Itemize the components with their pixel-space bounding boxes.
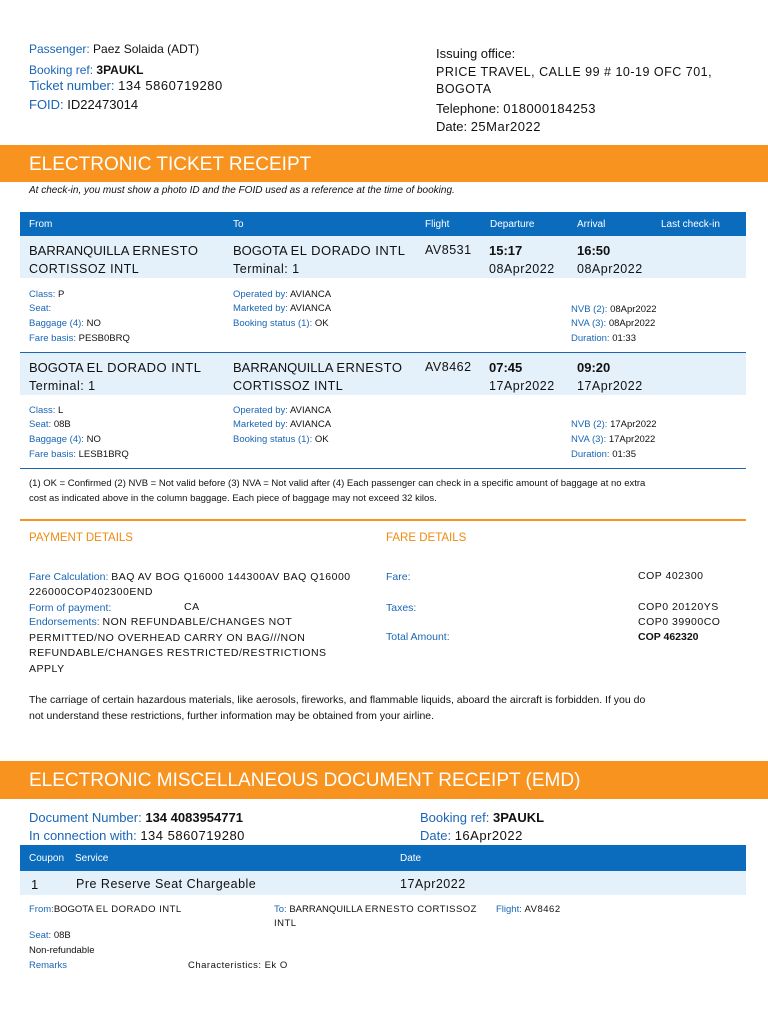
segment-1-nva-label: NVA (3): [571,318,607,329]
hazard-line1: The carriage of certain hazardous materials, like aerosols, fireworks, and flammable liquids, aboard the aircraft is forbidden. If you do [29,694,646,706]
issuing-office-line2: BOGOTA [436,82,492,96]
segment-2-marketed-label: Marketed by: [233,419,288,430]
telephone-row [436,101,596,116]
telephone-label: Telephone: [436,101,500,116]
segment-2-class-value: L [58,405,64,416]
segment-1-flight: AV8531 [425,243,472,257]
emd-remarks-label: Remarks [29,960,68,971]
segment-1-fare-basis [29,333,130,344]
passenger-row [29,42,199,56]
segment-1-marketed [233,303,331,314]
segment-1-from-airport-2: CORTISSOZ INTL [29,262,140,276]
segment-1-seat [29,303,51,314]
segment-1-marketed-value: AVIANCA [290,303,332,314]
booking-ref-value: 3PAUKL [96,63,144,77]
booking-ref-row [29,63,144,77]
emd-coupon-value: 1 [31,877,39,892]
hazard-line2: not understand these restrictions, further information may be obtained from your airline. [29,710,435,722]
passenger-value: Paez Solaida (ADT) [93,42,200,56]
emd-from-airport: EL DORADO INTL [95,904,182,915]
col-departure: Departure [490,219,535,230]
ticket-number-value: 134 5860719280 [118,78,223,93]
emd-seat-value: 08B [53,930,71,941]
segment-2-dep-time: 07:45 [489,360,523,375]
endorsements-line2: PERMITTED/NO OVERHEAD CARRY ON BAG///NON [29,632,306,644]
segment-2-seat [29,419,71,430]
segment-1-nvb-value: 08Apr2022 [610,304,657,315]
ticket-notice: At check-in, you must show a photo ID and the FOID used as a reference at the time of booking. [29,185,455,196]
segment-2-fare-basis [29,449,129,460]
emd-col-coupon: Coupon [29,853,65,864]
itinerary-header [20,212,746,236]
segment-2-duration-label: Duration: [571,449,610,460]
segment-1-nvb-label: NVB (2): [571,304,608,315]
segment-2-from [29,360,201,375]
emd-booking-ref-value: 3PAUKL [493,810,545,825]
segment-2-status-label: Booking status (1): [233,434,313,445]
emd-from-label: From: [29,904,54,915]
form-of-payment-label: Form of payment: [29,602,112,614]
segment-2-operated-value: AVIANCA [290,405,332,416]
segment-2-flight: AV8462 [425,360,472,374]
segment-1-operated-value: AVIANCA [290,289,332,300]
foid-label: FOID: [29,97,64,112]
emd-flight-label: Flight: [496,904,522,915]
segment-2-nvb-value: 17Apr2022 [610,419,657,430]
foid-value: ID22473014 [67,97,139,112]
total-amount-label: Total Amount: [386,631,450,643]
segment-1-marketed-label: Marketed by: [233,303,288,314]
total-amount-value: COP 462320 [638,631,699,643]
emd-from [29,904,182,915]
segment-1-operated-label: Operated by: [233,289,288,300]
foid-row [29,97,138,112]
emd-non-refundable: Non-refundable [29,945,95,956]
segment-2-marketed [233,419,331,430]
col-from: From [29,219,53,230]
emd-doc-number-label: Document Number: [29,810,142,825]
segment-2-nva-value: 17Apr2022 [608,434,656,445]
emd-col-date: Date [400,853,422,864]
fare-value: COP 402300 [638,570,704,582]
segment-2-operated [233,405,331,416]
fare-title: FARE DETAILS [386,532,467,544]
segment-2-from-airport: EL DORADO INTL [86,360,202,375]
footnote-line2: cost as indicated above in the column baggage. Each piece of baggage may not exceed 32 kilos. [29,493,437,504]
segment-2-to [233,360,402,375]
col-flight: Flight [425,219,450,230]
issue-date-row [436,119,541,134]
segment-2-duration [571,449,636,460]
ticket-title: ELECTRONIC TICKET RECEIPT [29,154,312,175]
segment-1-terminal: Terminal: 1 [233,262,300,276]
payment-title: PAYMENT DETAILS [29,532,133,544]
segment-1-fare-basis-value: PESB0BRQ [78,333,130,344]
segment-2-arr-time: 09:20 [577,360,611,375]
segment-2-class-label: Class: [29,405,56,416]
emd-seat [29,930,71,941]
ticket-number-label: Ticket number: [29,78,115,93]
segment-2-fare-basis-label: Fare basis: [29,449,76,460]
fare-label: Fare: [386,571,411,583]
emd-table-header [20,845,746,871]
col-arrival: Arrival [577,219,606,230]
emd-connection-label: In connection with: [29,828,137,843]
footnote-divider [20,468,746,469]
segment-1-to-airport: EL DORADO INTL [290,243,406,258]
segment-1-arr-time: 16:50 [577,243,611,258]
segment-2-seat-label: Seat: [29,419,52,430]
fare-calc-line1: BAQ AV BOG Q16000 144300AV BAQ Q16000 [111,571,351,583]
segment-1-from-city: BARRANQUILLA [29,243,129,258]
segment-1-class [29,289,64,300]
booking-ref-label: Booking ref: [29,63,94,77]
segment-1-seat-label: Seat: [29,303,52,314]
segment-1-operated [233,289,331,300]
col-last-checkin: Last check-in [661,219,720,230]
fare-calc-label: Fare Calculation: [29,571,109,583]
segment-1-class-label: Class: [29,289,56,300]
segment-2-class [29,405,63,416]
segment-1-status-value: OK [314,318,329,329]
segment-1-class-value: P [58,289,65,300]
segment-1-nva-value: 08Apr2022 [608,318,656,329]
emd-doc-number-row [29,810,243,825]
ticket-title-band [0,145,768,182]
telephone-value: 018000184253 [503,101,597,116]
segment-1-status-label: Booking status (1): [233,318,313,329]
taxes-line1: COP0 20120YS [638,601,719,613]
emd-to-label: To: [274,904,287,915]
segment-2-seat-value: 08B [53,419,71,430]
segment-2-from-city: BOGOTA [29,360,83,375]
segment-1-duration-value: 01:33 [612,333,636,344]
segment-1-fare-basis-label: Fare basis: [29,333,76,344]
emd-seat-label: Seat: [29,930,52,941]
emd-service-value: Pre Reserve Seat Chargeable [76,877,257,891]
segment-2-to-airport-2: CORTISSOZ INTL [233,379,344,393]
emd-flight-value: AV8462 [524,904,561,915]
emd-characteristics: Characteristics: Ek O [188,960,288,971]
emd-to-city: BARRANQUILLA [289,904,363,915]
emd-to [274,904,477,915]
segment-1-nvb [571,304,657,315]
segment-2-nva-label: NVA (3): [571,434,607,445]
issuing-office-line1: PRICE TRAVEL, CALLE 99 # 10-19 OFC 701, [436,65,713,79]
segment-1-dep-date: 08Apr2022 [489,262,555,276]
emd-connection-value: 134 5860719280 [140,828,245,843]
segment-2-status-value: OK [314,434,329,445]
segment-1-to-city: BOGOTA [233,243,287,258]
fare-calc-line2: 226000COP402300END [29,586,153,598]
segment-1-duration-label: Duration: [571,333,610,344]
segment-2-status [233,434,329,445]
segment-1-from-airport: ERNESTO [132,243,199,258]
segment-1-to [233,243,405,258]
emd-date-value: 16Apr2022 [454,828,523,843]
endorsements-line3: REFUNDABLE/CHANGES RESTRICTED/RESTRICTIONS [29,647,327,659]
passenger-label: Passenger: [29,42,90,56]
segment-1-arr-date: 08Apr2022 [577,262,643,276]
segment-2-fare-basis-value: LESB1BRQ [78,449,129,460]
col-to: To [233,219,244,230]
fare-calc-row [29,571,351,583]
endorsements-label: Endorsements: [29,616,100,628]
segment-2-marketed-value: AVIANCA [290,419,332,430]
segment-1-duration [571,333,636,344]
segment-2-nva [571,434,655,445]
form-of-payment-value: CA [184,601,200,613]
emd-doc-number-value: 134 4083954771 [145,810,243,825]
segment-2-dep-date: 17Apr2022 [489,379,555,393]
segment-2-to-airport: ERNESTO [336,360,403,375]
segment-1-status [233,318,329,329]
emd-title-band [0,761,768,799]
segment-2-duration-value: 01:35 [612,449,636,460]
issue-date-value: 25Mar2022 [470,119,541,134]
segment-1-baggage [29,318,101,329]
emd-from-city: BOGOTA [53,904,94,915]
endorsements-row [29,616,292,628]
emd-to-airport: ERNESTO CORTISSOZ [364,904,477,915]
segment-1-baggage-label: Baggage (4): [29,318,84,329]
emd-flight [496,904,561,915]
emd-connection-row [29,828,245,843]
segment-1-from [29,243,198,258]
segment-1-baggage-value: NO [86,318,101,329]
segment-2-terminal: Terminal: 1 [29,379,96,393]
ticket-number-row [29,78,223,93]
segment-2-baggage-value: NO [86,434,101,445]
emd-booking-ref-label: Booking ref: [420,810,490,825]
emd-title: ELECTRONIC MISCELLANEOUS DOCUMENT RECEIPT (EMD) [29,770,581,791]
issuing-office-label: Issuing office: [436,46,516,61]
endorsements-line1: NON REFUNDABLE/CHANGES NOT [102,616,293,628]
segment-2-arr-date: 17Apr2022 [577,379,643,393]
taxes-line2: COP0 39900CO [638,616,721,628]
emd-date-row [420,828,523,843]
issue-date-label: Date: [436,119,468,134]
emd-to-airport-2: INTL [274,918,297,929]
endorsements-line4: APPLY [29,663,65,675]
segment-2-baggage-label: Baggage (4): [29,434,84,445]
taxes-label: Taxes: [386,602,417,614]
payment-divider [20,519,746,521]
emd-date-label: Date: [420,828,452,843]
footnote-line1: (1) OK = Confirmed (2) NVB = Not valid before (3) NVA = Not valid after (4) Each passenger can check in a specific amount of baggage at no extra [29,478,646,489]
emd-date-cell: 17Apr2022 [400,877,466,891]
segment-1-dep-time: 15:17 [489,243,523,258]
segment-2-nvb-label: NVB (2): [571,419,608,430]
segment-2-baggage [29,434,101,445]
segment-2-nvb [571,419,657,430]
emd-booking-ref-row [420,810,544,825]
emd-col-service: Service [75,853,109,864]
segment-2-to-city: BARRANQUILLA [233,360,333,375]
segment-2-operated-label: Operated by: [233,405,288,416]
segment-1-nva [571,318,655,329]
